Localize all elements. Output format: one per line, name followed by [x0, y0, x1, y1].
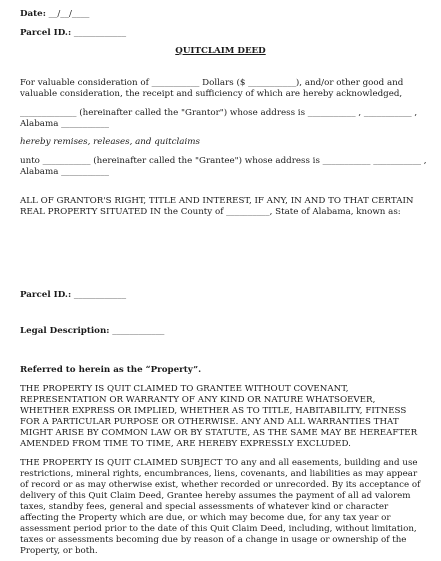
parcel-field[interactable]: ____________: [71, 28, 127, 38]
grantor-paragraph: _____________ (hereinafter called the "Grantor") whose address is ___________ , ___________ , Alabama ___________: [20, 108, 418, 129]
legal-description-label: Legal Description:: [20, 326, 110, 336]
parcel-row-2: [20, 290, 126, 301]
interest-paragraph: ALL OF GRANTOR'S RIGHT, TITLE AND INTEREST, IF ANY, IN AND TO THAT CERTAIN REAL PROPERTY SITUATED IN the County of __________, State of Alabama, known as:: [20, 196, 414, 217]
referred-line: Referred to herein as the “Property”.: [20, 365, 202, 375]
parcel-label: Parcel ID.:: [20, 28, 72, 38]
grantee-paragraph: unto ___________ (hereinafter called the "Grantee") whose address is ___________ ___________ , Alabama ___________: [20, 156, 427, 177]
legal-description-field[interactable]: ____________: [109, 326, 165, 336]
consideration-paragraph: For valuable consideration of ___________ Dollars ($ ___________), and/or other good and valuable consideration, the receipt and sufficiency of which are hereby acknowledged,: [20, 78, 404, 99]
parcel-label-2: Parcel ID.:: [20, 290, 72, 300]
remises-line: hereby remises, releases, and quitclaims: [20, 137, 200, 147]
legal-description-row: [20, 326, 164, 337]
date-label: Date:: [20, 9, 46, 19]
covenant-paragraph: THE PROPERTY IS QUIT CLAIMED TO GRANTEE WITHOUT COVENANT, REPRESENTATION OR WARRANTY OF ANY KIND OR NATURE WHATSOEVER, WHETHER EXPRESS OR IMPLIED, WHETHER AS TO TITLE, HABITABILITY, FITNESS FOR A PARTICULAR PURPOSE OR OTHERWISE. ANY AND ALL WARRANTIES THAT MIGHT ARISE BY COMMON LAW OR BY STATUTE, AS THE SAME MAY BE HEREAFTER AMENDED FROM TIME TO TIME, ARE HEREBY EXPRESSLY EXCLUDED.: [20, 384, 418, 449]
date-row: [20, 9, 89, 20]
parcel-row: [20, 28, 126, 39]
document-title: QUITCLAIM DEED: [175, 46, 266, 56]
subject-paragraph: THE PROPERTY IS QUIT CLAIMED SUBJECT TO any and all easements, building and use restrictions, mineral rights, encumbrances, liens, covenants, and liabilities as may appear of record or as may otherwise exist, whether recorded or unrecorded. By its acceptance of delivery of this Quit Claim Deed, Grantee hereby assumes the payment of all ad valorem taxes, standby fees, general and special assessments of whatever kind or character affecting the Property which are due, or which may become due, for any tax year or assessment period prior to the date of this Quit Claim Deed, including, without limitation, taxes or assessments becoming due by reason of a change in usage or ownership of the Property, or both.: [20, 458, 421, 556]
date-field[interactable]: __/__/____: [45, 9, 90, 19]
parcel-field-2[interactable]: ____________: [71, 290, 127, 300]
